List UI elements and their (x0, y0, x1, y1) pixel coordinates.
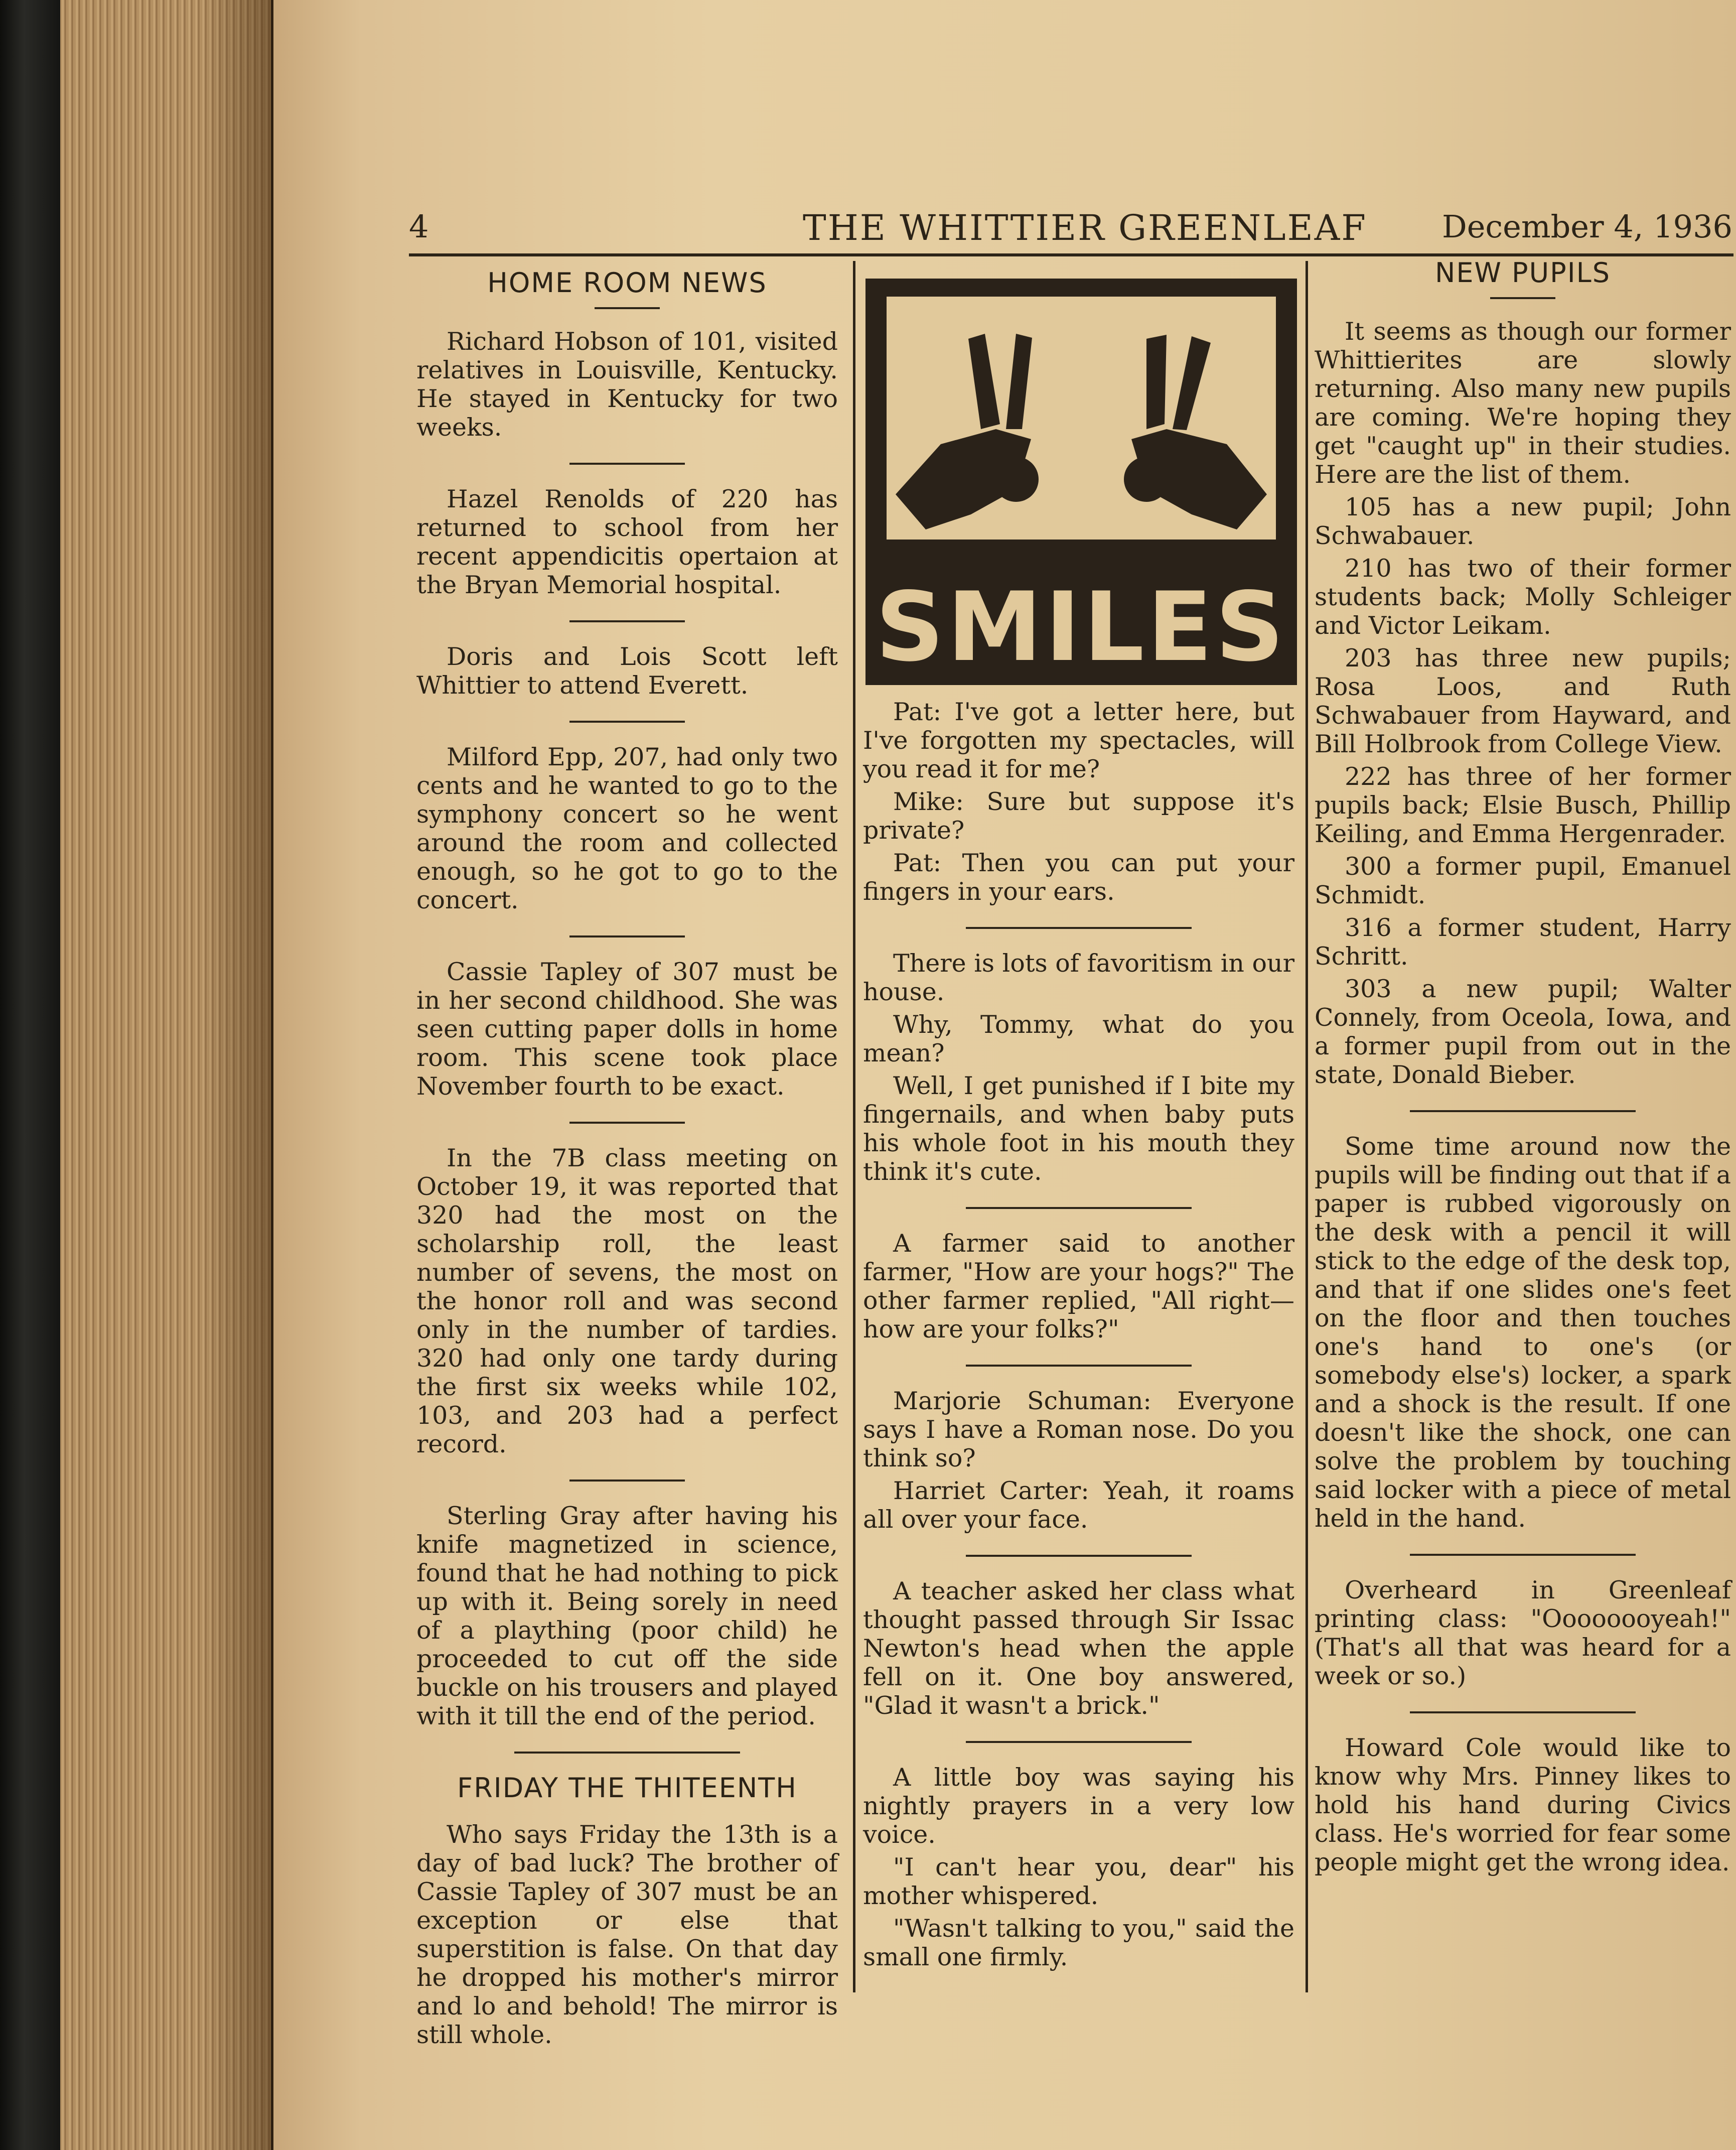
smiles-illustration (865, 279, 1297, 685)
room-entry: 105 has a new pupil; John Schwabauer. (1315, 493, 1731, 550)
news-item: Doris and Lois Scott left Whittier to attend Everett. (416, 642, 838, 700)
room-entry: 316 a former student, Harry Schritt. (1315, 913, 1731, 971)
new-pupils-heading: NEW PUPILS (1434, 257, 1611, 289)
joke-line: Pat: Then you can put your fingers in your ears. (863, 849, 1294, 906)
joke-line: Well, I get punished if I bite my fingernails, and when baby puts his whole foot in his mouth they think it's cute. (863, 1071, 1294, 1186)
friday-story: Who says Friday the 13th is a day of bad luck? The brother of Cassie Tapley of 307 must be an exception or else that superstition is false. On that day he dropped his mother's mirror and lo and behold! The mirror is still whole. (416, 1820, 838, 2049)
section-divider (514, 1752, 740, 1754)
page-number: 4 (409, 208, 429, 245)
publication-date: December 4, 1936 (1442, 208, 1732, 245)
item-divider (569, 935, 685, 937)
news-item: In the 7B class meeting on October 19, it was reported that 320 had the most on the scholarship roll, the least number of sevens, the most on the honor roll and was second only in the number of tardies. 320 had only one tardy during the first six weeks while 102, 103, and 203 had a perfect record. (416, 1144, 838, 1458)
heading-rule (1490, 297, 1555, 299)
joke-line: "Wasn't talking to you," said the small one firmly. (863, 1914, 1294, 1971)
heading-rule (595, 307, 660, 309)
smiles-woodcut (865, 279, 1297, 685)
joke-divider (966, 927, 1192, 929)
joke-divider (966, 1207, 1192, 1209)
joke-line: A farmer said to another farmer, "How are your hogs?" The other farmer replied, "All right—how are your folks?" (863, 1229, 1294, 1343)
joke-divider (966, 1365, 1192, 1367)
news-item: Richard Hobson of 101, visited relatives in Louisville, Kentucky. He stayed in Kentucky for two weeks. (416, 327, 838, 442)
column-new-pupils (1315, 258, 1731, 1876)
item-divider (569, 1480, 685, 1482)
item-divider (569, 1122, 685, 1124)
home-room-news-heading: HOME ROOM NEWS (487, 267, 767, 299)
paper-title: THE WHITTIER GREENLEAF (803, 207, 1367, 248)
room-entry: 210 has two of their former students back; Molly Schleiger and Victor Leikam. (1315, 554, 1731, 640)
masthead-rule (409, 253, 1733, 256)
item-divider (1410, 1554, 1636, 1556)
item-divider (569, 620, 685, 622)
item-divider (569, 721, 685, 723)
spark-item: Some time around now the pupils will be finding out that if a paper is rubbed vigorously on the desk with a pencil it will stick to the edge of the desk top, and that if one slides one's feet on the floor and then touches one's hand to one's (or somebody else's) locker, a spark and a shock is the result. If one doesn't like the shock, one can solve the problem by touching said locker with a piece of metal held in the hand. (1315, 1132, 1731, 1533)
joke-line: Harriet Carter: Yeah, it roams all over your face. (863, 1476, 1294, 1534)
joke-divider (966, 1741, 1192, 1743)
smiles-label: SMILES (875, 572, 1287, 683)
masthead (409, 203, 1733, 253)
joke-line: "I can't hear you, dear" his mother whispered. (863, 1853, 1294, 1910)
joke-divider (966, 1555, 1192, 1557)
overheard-item: Overheard in Greenleaf printing class: "Oooooooyeah!" (That's all that was heard for a week or so.) (1315, 1576, 1731, 1690)
howard-item: Howard Cole would like to know why Mrs. Pinney likes to hold his hand during Civics class. He's worried for fear some people might get the wrong idea. (1315, 1733, 1731, 1876)
news-item: Hazel Renolds of 220 has returned to school from her recent appendicitis opertaion at the Bryan Memorial hospital. (416, 485, 838, 599)
column-home-room-news (416, 268, 838, 2049)
news-item: Milford Epp, 207, had only two cents and he wanted to go to the symphony concert so he went around the room and collected enough, so he got to go to the concert. (416, 743, 838, 914)
newspaper-page (273, 0, 1736, 2150)
joke-line: A teacher asked her class what thought passed through Sir Issac Newton's head when the apple fell on it. One boy answered, "Glad it wasn't a brick." (863, 1577, 1294, 1720)
joke-line: A little boy was saying his nightly prayers in a very low voice. (863, 1763, 1294, 1849)
book-binding (0, 0, 60, 2150)
column-divider-2 (1306, 261, 1308, 1992)
room-entry: 300 a former pupil, Emanuel Schmidt. (1315, 852, 1731, 909)
room-entry: 303 a new pupil; Walter Connely, from Oceola, Iowa, and a former pupil from out in the state, Donald Bieber. (1315, 975, 1731, 1089)
joke-line: Pat: I've got a letter here, but I've forgotten my spectacles, will you read it for me? (863, 698, 1294, 783)
room-entry: 222 has three of her former pupils back; Elsie Busch, Phillip Keiling, and Emma Hergenrader. (1315, 762, 1731, 848)
gutter-shadow (201, 0, 281, 2150)
item-divider (1410, 1711, 1636, 1713)
friday-heading: FRIDAY THE THITEENTH (457, 1772, 797, 1804)
column-smiles (863, 698, 1294, 1971)
joke-line: Marjorie Schuman: Everyone says I have a Roman nose. Do you think so? (863, 1387, 1294, 1472)
joke-line: Why, Tommy, what do you mean? (863, 1010, 1294, 1067)
news-item: Sterling Gray after having his knife magnetized in science, found that he had nothing to pick up with it. Being sorely in need of a plaything (poor child) he proceeded to cut off the side buckle on his trousers and played with it till the end of the period. (416, 1502, 838, 1730)
joke-line: Mike: Sure but suppose it's private? (863, 787, 1294, 845)
column-divider-1 (853, 261, 855, 1992)
new-pupils-intro: It seems as though our former Whittierites are slowly returning. Also many new pupils are coming. We're hoping they get "caught up" in their studies. Here are the list of them. (1315, 317, 1731, 489)
joke-line: There is lots of favoritism in our house. (863, 949, 1294, 1006)
room-entry: 203 has three new pupils; Rosa Loos, and Ruth Schwabauer from Hayward, and Bill Holbrook from College View. (1315, 644, 1731, 758)
news-item: Cassie Tapley of 307 must be in her second childhood. She was seen cutting paper dolls in home room. This scene took place November fourth to be exact. (416, 958, 838, 1101)
item-divider (1410, 1110, 1636, 1112)
item-divider (569, 463, 685, 465)
